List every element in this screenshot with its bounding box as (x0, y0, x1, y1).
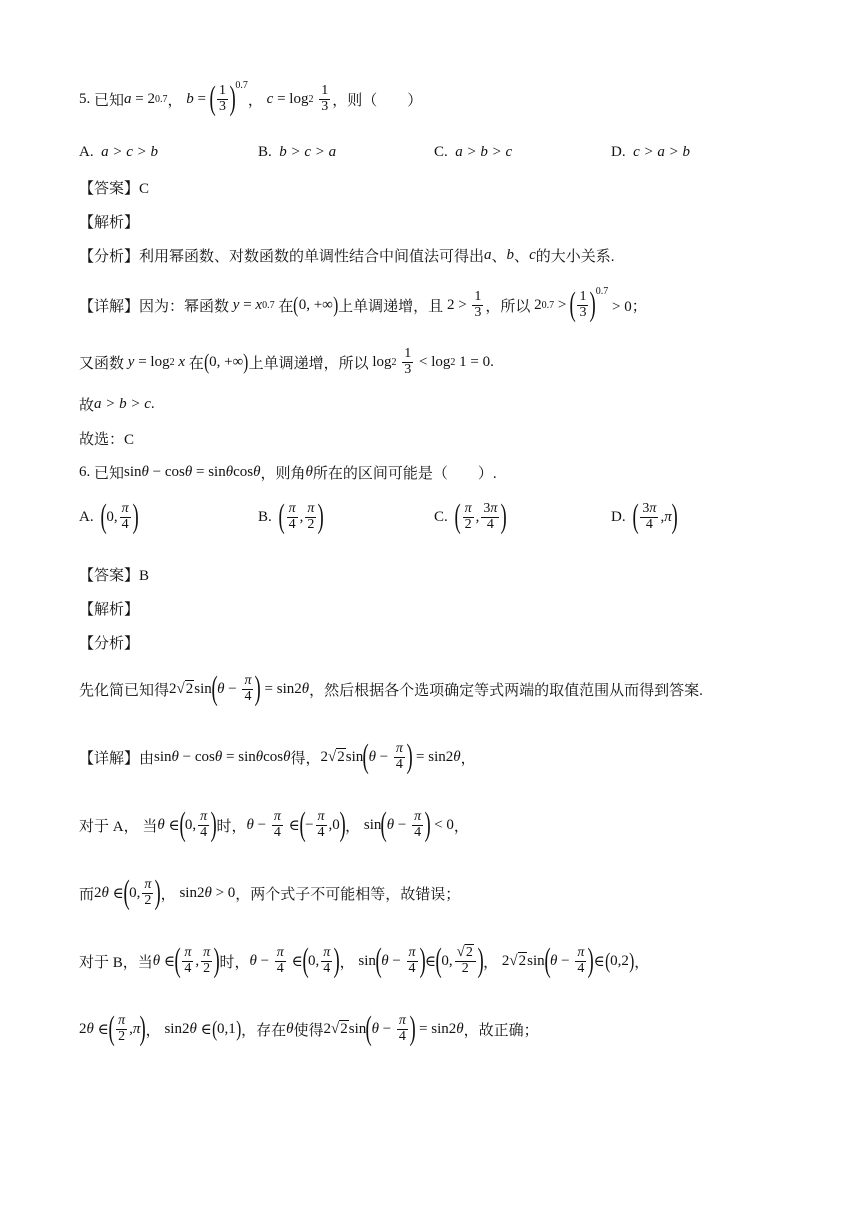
q5-choice: 故选：C (79, 432, 135, 448)
q5-option-d: D. c > a > b (611, 144, 690, 160)
q5-option-b: B. b > c > a (258, 144, 337, 160)
q6-case-a: 对于 A， 当 θ ∈ ( 0, $\frac{\pi}{4}$ ) 时， θ − $\frac{\pi}{4}$ ∈ ( − $\frac{\pi}{4}$ ,0 ) ， sin ( θ − $\frac{\pi}{4}$ ) < 0 ， (79, 806, 469, 843)
q6-fenxi-text: 先化简已知得 2 √ 2 sin ( θ − $\frac{\pi}{4}$ ) = sin2 θ ，然后根据各个选项确定等式两端的取值范围从而得到答案. (79, 670, 703, 707)
q5-analysis-title: 【解析】 (79, 215, 140, 231)
q5-xiangjie-2: 又函数 y = log 2 x 在 ( 0, +∞ ) 上单调递增，所以 log 2 $\frac{1}{3}$ < log 2 1 = 0. (79, 346, 494, 377)
q6-option-c: C. ( $\frac{\pi}{2}$ , $\frac{3\pi}{4}$ ) (434, 498, 508, 535)
q6-number: 6. (79, 464, 91, 480)
q5-number: 5. (79, 90, 91, 107)
q6-option-a: A. ( 0, $\frac{\pi}{4}$ ) (79, 498, 139, 535)
q6-xiangjie: 【详解】 由 sin θ − cos θ = sin θ cos θ 得， 2 √ 2 sin ( θ − $\frac{\pi}{4}$ ) = sin2 θ ， (79, 738, 476, 775)
q5-conclusion: 故 a > b > c . (79, 396, 155, 414)
q5-answer: 【答案】C (79, 181, 150, 197)
q5-option-c: C. a > b > c (434, 144, 513, 160)
q6-option-b: B. ( $\frac{\pi}{4}$ , $\frac{\pi}{2}$ ) (258, 498, 325, 535)
q5-xiangjie-1: 【详解】 因为：幂函数 y = x 0.7 在 ( 0, +∞ ) 上单调递增，且 2 > $\frac{1}{3}$ ，所以 2 0.7 > ( $\frac{1}{3}$ ) $^{0.7}$ > 0； (79, 285, 647, 323)
q6-case-a2: 而 2 θ ∈ ( 0, $\frac{\pi}{2}$ ) ， sin2 θ > 0 ，两个式子不可能相等，故错误； (79, 874, 461, 911)
q6-answer: 【答案】B (79, 568, 150, 584)
q5-fenxi: 【分析】 利用幂函数、对数函数的单调性结合中间值法可得出 a 、 b 、 c 的大小关系. (79, 247, 615, 265)
q6-analysis-title: 【解析】 (79, 602, 140, 618)
q6-stem: 6. 已知 sin θ − cos θ = sin θ cos θ ，则角 θ 所在的区间可能是（ ）. (79, 464, 497, 482)
q6-case-b2: 2 θ ∈ ( $\frac{\pi}{2}$ , π ) ， sin2 θ ∈ ( 0,1 ) ，存在 θ 使得 2 √ 2 sin ( θ − $\frac{\pi}{4}$ ) = sin2 θ ，故正确； (79, 1010, 539, 1047)
q6-option-d: D. ( $\frac{3\pi}{4}$ , π ) (611, 498, 678, 535)
q6-fenxi-label: 【分析】 (79, 636, 140, 652)
q5-option-a: A. a > c > b (79, 144, 158, 160)
q5-stem: 5. 已知 a = 2 0.7 ， b = ( $\frac{1}{3}$ ) $^{0.7}$ ， c = log 2 $\frac{1}{3}$ ，则（ ） (79, 79, 423, 117)
q6-case-b: 对于 B，当 θ ∈ ( $\frac{\pi}{4}$ , $\frac{\pi}{2}$ ) 时， θ − $\frac{\pi}{4}$ ∈ ( 0, $\frac{\pi}{4}$ ) ， sin ( θ − $\frac{\pi}{4}$ ) ∈ ( 0, $\frac{√2}{2}$ ) ， 2 √ 2 sin ( θ − $\frac{\pi}{4}$ ) ∈ ( 0,2 ) ， (79, 942, 650, 979)
